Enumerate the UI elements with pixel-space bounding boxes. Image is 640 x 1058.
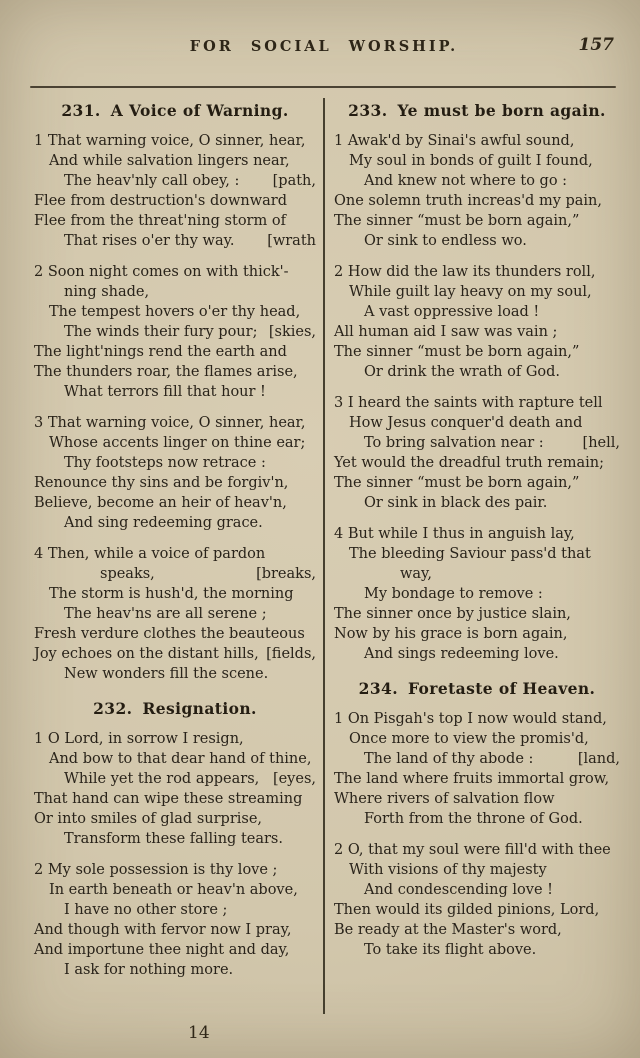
hymn-234 bbox=[334, 679, 620, 960]
verse-line bbox=[34, 749, 316, 769]
line-text: My soul in bonds of guilt I found, bbox=[349, 153, 593, 169]
catchword: [breaks, bbox=[256, 566, 316, 582]
line-text: In earth beneath or heav'n above, bbox=[49, 882, 298, 898]
line-text: With visions of thy majesty bbox=[349, 862, 547, 878]
verse-line bbox=[334, 262, 620, 282]
verse-line bbox=[34, 789, 316, 809]
verse-line bbox=[34, 413, 316, 433]
line-text: The sinner “must be born again,” bbox=[334, 475, 580, 491]
verse-line bbox=[34, 171, 316, 191]
hymn-title bbox=[34, 699, 316, 718]
line-text: speaks, bbox=[100, 566, 155, 582]
line-text: 1 That warning voice, O sinner, hear, bbox=[34, 133, 306, 149]
line-text: 3 I heard the saints with rapture tell bbox=[334, 395, 603, 411]
hymn-number: 233. bbox=[348, 101, 388, 120]
line-text: The heav'nly call obey, : bbox=[64, 173, 240, 189]
hymn-name: Resignation. bbox=[142, 699, 257, 718]
verse-line bbox=[34, 860, 316, 880]
verse-line bbox=[334, 840, 620, 860]
verse-line bbox=[334, 709, 620, 729]
line-text: Believe, become an heir of heav'n, bbox=[34, 495, 287, 511]
hymn-title bbox=[334, 679, 620, 698]
verse-line bbox=[34, 453, 316, 473]
line-text: I have no other store ; bbox=[64, 902, 228, 918]
verse-line bbox=[334, 322, 620, 342]
verse-line bbox=[34, 231, 316, 251]
verse-line bbox=[34, 362, 316, 382]
line-text: And sing redeeming grace. bbox=[64, 515, 263, 531]
verse-line bbox=[34, 262, 316, 282]
line-text: The thunders roar, the flames arise, bbox=[34, 364, 298, 380]
line-text: One solemn truth increas'd my pain, bbox=[334, 193, 603, 209]
verse-line bbox=[334, 191, 620, 211]
verse-line bbox=[34, 729, 316, 749]
verse-line bbox=[34, 302, 316, 322]
line-text: Joy echoes on the distant hills, bbox=[34, 646, 259, 662]
verse bbox=[34, 729, 316, 849]
verse-line bbox=[34, 493, 316, 513]
line-text: What terrors fill that hour ! bbox=[64, 384, 266, 400]
line-text: While yet the rod appears, bbox=[64, 771, 260, 787]
line-text: The light'nings rend the earth and bbox=[34, 344, 287, 360]
verse-line bbox=[34, 131, 316, 151]
line-text: 2 My sole possession is thy love ; bbox=[34, 862, 278, 878]
verse-line bbox=[34, 282, 316, 302]
verse-line bbox=[34, 880, 316, 900]
catchword: [land, bbox=[577, 751, 620, 767]
catchword: [wrath bbox=[267, 233, 316, 249]
hymn-number: 231. bbox=[61, 101, 101, 120]
line-text: And sings redeeming love. bbox=[364, 646, 559, 662]
verse-line bbox=[334, 282, 620, 302]
hymn-231 bbox=[34, 101, 316, 684]
line-text: 1 Awak'd by Sinai's awful sound, bbox=[334, 133, 575, 149]
verse-line bbox=[34, 604, 316, 624]
line-text: And importune thee night and day, bbox=[34, 942, 290, 958]
line-text: Once more to view the promis'd, bbox=[349, 731, 589, 747]
verse-line bbox=[34, 829, 316, 849]
verse bbox=[334, 131, 620, 251]
verse-line bbox=[334, 604, 620, 624]
verse-line bbox=[334, 900, 620, 920]
line-text: The sinner “must be born again,” bbox=[334, 344, 580, 360]
verse-line bbox=[34, 664, 316, 684]
verse-line bbox=[34, 769, 316, 789]
verse bbox=[334, 262, 620, 382]
line-text: Or sink in black des pair. bbox=[364, 495, 548, 511]
verse-line bbox=[334, 393, 620, 413]
line-text: A vast oppressive load ! bbox=[364, 304, 540, 320]
running-header bbox=[34, 35, 614, 62]
line-text: Or drink the wrath of God. bbox=[364, 364, 561, 380]
line-text: Thy footsteps now retrace : bbox=[64, 455, 266, 471]
line-text: And though with fervor now I pray, bbox=[34, 922, 292, 938]
hymn-name: A Voice of Warning. bbox=[110, 101, 289, 120]
verse-line bbox=[34, 151, 316, 171]
line-text: Flee from the threat'ning storm of bbox=[34, 213, 286, 229]
line-text: That rises o'er thy way. bbox=[64, 233, 235, 249]
line-text: 4 But while I thus in anguish lay, bbox=[334, 526, 575, 542]
verse-line bbox=[334, 860, 620, 880]
line-text: Transform these falling tears. bbox=[64, 831, 283, 847]
verse-line bbox=[34, 433, 316, 453]
line-text: Flee from destruction's downward bbox=[34, 193, 287, 209]
line-text: Renounce thy sins and be forgiv'n, bbox=[34, 475, 289, 491]
verse-line bbox=[334, 564, 620, 584]
line-text: Yet would the dreadful truth remain; bbox=[334, 455, 605, 471]
verse-line bbox=[334, 880, 620, 900]
line-text: The heav'ns are all serene ; bbox=[64, 606, 267, 622]
line-text: The sinner once by justice slain, bbox=[334, 606, 571, 622]
verse-line bbox=[34, 564, 316, 584]
catchword: [path, bbox=[272, 173, 316, 189]
line-text: 3 That warning voice, O sinner, hear, bbox=[34, 415, 306, 431]
verse-line bbox=[334, 789, 620, 809]
line-text: The storm is hush'd, the morning bbox=[49, 586, 294, 602]
line-text: My bondage to remove : bbox=[364, 586, 543, 602]
hymn-number: 232. bbox=[93, 699, 133, 718]
verse-line bbox=[334, 302, 620, 322]
verse-line bbox=[34, 473, 316, 493]
line-text: Forth from the throne of God. bbox=[364, 811, 583, 827]
left-column bbox=[34, 98, 316, 1016]
verse-line bbox=[334, 131, 620, 151]
catchword: [hell, bbox=[582, 435, 620, 451]
verse-line bbox=[34, 920, 316, 940]
verse-line bbox=[334, 473, 620, 493]
line-text: The winds their fury pour; bbox=[64, 324, 258, 340]
catchword: [fields, bbox=[266, 646, 316, 662]
line-text: New wonders fill the scene. bbox=[64, 666, 269, 682]
line-text: And while salvation lingers near, bbox=[49, 153, 290, 169]
line-text: 2 O, that my soul were fill'd with thee bbox=[334, 842, 611, 858]
verse-line bbox=[34, 940, 316, 960]
line-text: Where rivers of salvation flow bbox=[334, 791, 555, 807]
verse-line bbox=[334, 453, 620, 473]
verse-line bbox=[334, 644, 620, 664]
verse-line bbox=[334, 413, 620, 433]
right-column bbox=[334, 98, 620, 1016]
line-text: While guilt lay heavy on my soul, bbox=[349, 284, 592, 300]
verse-line bbox=[334, 584, 620, 604]
verse-line bbox=[34, 624, 316, 644]
catchword: [eyes, bbox=[272, 771, 316, 787]
verse-line bbox=[334, 433, 620, 453]
header-title: FOR SOCIAL WORSHIP. bbox=[189, 38, 459, 55]
verse-line bbox=[334, 940, 620, 960]
verse-line bbox=[334, 749, 620, 769]
verse bbox=[34, 262, 316, 402]
verse-line bbox=[334, 151, 620, 171]
hymn-name: Ye must be born again. bbox=[397, 101, 606, 120]
verse-line bbox=[334, 171, 620, 191]
line-text: 4 Then, while a voice of pardon bbox=[34, 546, 266, 562]
verse-line bbox=[34, 960, 316, 980]
verse-line bbox=[334, 211, 620, 231]
line-text: The land where fruits immortal grow, bbox=[334, 771, 610, 787]
verse-line bbox=[34, 382, 316, 402]
line-text: And bow to that dear hand of thine, bbox=[49, 751, 312, 767]
line-text: 2 How did the law its thunders roll, bbox=[334, 264, 596, 280]
verse-line bbox=[334, 624, 620, 644]
verse bbox=[34, 544, 316, 684]
verse-line bbox=[334, 920, 620, 940]
line-text: The sinner “must be born again,” bbox=[334, 213, 580, 229]
two-column-body bbox=[34, 98, 620, 1016]
hymn-title bbox=[334, 101, 620, 120]
verse-line bbox=[34, 584, 316, 604]
verse-line bbox=[334, 231, 620, 251]
line-text: The tempest hovers o'er thy head, bbox=[49, 304, 301, 320]
verse bbox=[334, 709, 620, 829]
verse-line bbox=[334, 524, 620, 544]
verse-line bbox=[34, 342, 316, 362]
header-rule bbox=[30, 86, 616, 88]
verse-line bbox=[334, 362, 620, 382]
hymn-title bbox=[34, 101, 316, 120]
signature-mark: 14 bbox=[188, 1023, 210, 1043]
line-text: Whose accents linger on thine ear; bbox=[49, 435, 306, 451]
hymn-233 bbox=[334, 101, 620, 664]
line-text: How Jesus conquer'd death and bbox=[349, 415, 583, 431]
line-text: And condescending love ! bbox=[364, 882, 553, 898]
verse-line bbox=[334, 729, 620, 749]
line-text: And knew not where to go : bbox=[364, 173, 568, 189]
verse-line bbox=[34, 211, 316, 231]
verse bbox=[334, 840, 620, 960]
verse bbox=[34, 413, 316, 533]
line-text: Or into smiles of glad surprise, bbox=[34, 811, 263, 827]
verse-line bbox=[334, 809, 620, 829]
line-text: The bleeding Saviour pass'd that bbox=[349, 546, 591, 562]
verse-line bbox=[34, 644, 316, 664]
verse-line bbox=[34, 900, 316, 920]
verse-line bbox=[334, 493, 620, 513]
line-text: 1 On Pisgah's top I now would stand, bbox=[334, 711, 607, 727]
line-text: All human aid I saw was vain ; bbox=[334, 324, 558, 340]
verse bbox=[334, 524, 620, 664]
line-text: The land of thy abode : bbox=[364, 751, 534, 767]
hymn-name: Foretaste of Heaven. bbox=[408, 679, 596, 698]
verse-line bbox=[334, 769, 620, 789]
line-text: Now by his grace is born again, bbox=[334, 626, 568, 642]
line-text: Be ready at the Master's word, bbox=[334, 922, 562, 938]
catchword: [skies, bbox=[268, 324, 316, 340]
line-text: ning shade, bbox=[64, 284, 150, 300]
verse bbox=[34, 860, 316, 980]
line-text: That hand can wipe these streaming bbox=[34, 791, 303, 807]
verse-line bbox=[34, 322, 316, 342]
verse-line bbox=[34, 191, 316, 211]
line-text: way, bbox=[400, 566, 432, 582]
verse-line bbox=[34, 513, 316, 533]
verse-line bbox=[334, 342, 620, 362]
line-text: 1 O Lord, in sorrow I resign, bbox=[34, 731, 244, 747]
line-text: To bring salvation near : bbox=[364, 435, 544, 451]
line-text: I ask for nothing more. bbox=[64, 962, 234, 978]
verse-line bbox=[334, 544, 620, 564]
page-number: 157 bbox=[578, 35, 614, 55]
line-text: To take its flight above. bbox=[364, 942, 537, 958]
column-divider bbox=[323, 98, 325, 1014]
verse-line bbox=[34, 809, 316, 829]
verse bbox=[334, 393, 620, 513]
line-text: Then would its gilded pinions, Lord, bbox=[334, 902, 600, 918]
verse-line bbox=[34, 544, 316, 564]
hymn-number: 234. bbox=[358, 679, 398, 698]
line-text: 2 Soon night comes on with thick'- bbox=[34, 264, 289, 280]
line-text: Or sink to endless wo. bbox=[364, 233, 527, 249]
verse bbox=[34, 131, 316, 251]
line-text: Fresh verdure clothes the beauteous bbox=[34, 626, 305, 642]
hymn-232 bbox=[34, 699, 316, 980]
